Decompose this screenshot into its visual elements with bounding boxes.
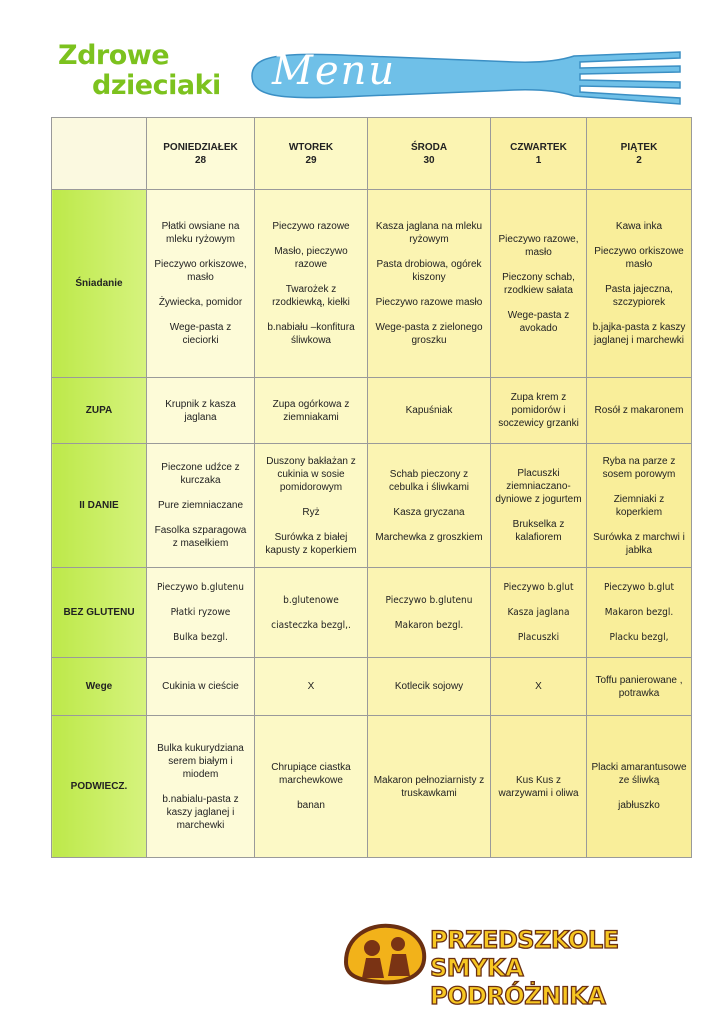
item-gap [591, 519, 687, 531]
menu-item: b.jajka-pasta z kaszy jaglanej i marchewki [592, 322, 686, 346]
menu-item: Ryba na parze z sosem porowym [602, 455, 676, 480]
menu-item: Surówka z marchwi i jabłka [593, 531, 685, 556]
day-header [491, 118, 587, 190]
day-header [255, 118, 368, 190]
meal-label: PODWIECZ. [52, 716, 147, 858]
day-name: ŚRODA [410, 141, 448, 153]
item-gap [591, 271, 687, 283]
przedszkole-smyka-logo [340, 922, 670, 1010]
menu-item: Pieczywo razowe [272, 221, 350, 232]
menu-item: Pieczone udźce z kurczaka [161, 462, 240, 486]
menu-item: Pieczywo b.glut [604, 582, 674, 593]
item-gap [495, 619, 582, 631]
menu-item: Surówka z białej kapusty z koperkiem [265, 531, 357, 556]
meal-cell [368, 378, 491, 444]
children-emblem-icon [340, 922, 430, 986]
item-gap [495, 506, 582, 518]
menu-item: Pasta drobiowa, ogórek kiszony [376, 259, 482, 283]
item-gap [591, 481, 687, 493]
item-gap [151, 284, 250, 296]
day-date: 30 [423, 154, 435, 166]
zdrowe-dzieciaki-logo [58, 40, 221, 102]
item-gap [372, 519, 486, 531]
meal-cell [255, 378, 368, 444]
meal-row [52, 378, 692, 444]
day-name: CZWARTEK [510, 141, 567, 153]
day-name: WTOREK [288, 141, 334, 153]
meal-cell [147, 444, 255, 568]
menu-item: Ziemniaki z koperkiem [613, 493, 665, 518]
day-header-row [52, 118, 692, 190]
item-gap [372, 309, 486, 321]
day-header [587, 118, 692, 190]
menu-item: Makaron bezgl. [604, 607, 674, 618]
menu-item: Płatki ryzowe [170, 607, 231, 618]
item-gap [591, 787, 687, 799]
item-gap [591, 233, 687, 245]
meal-cell [587, 658, 692, 716]
menu-item: Pieczony schab, rzodkiew sałata [502, 271, 575, 296]
meal-cell [491, 190, 587, 378]
day-date: 2 [636, 154, 642, 166]
item-gap [591, 594, 687, 606]
menu-item: Pieczywo b.glut [503, 582, 574, 593]
menu-item: Placuszki ziemniaczano-dyniowe z jogurtem [495, 468, 582, 505]
item-gap [259, 787, 363, 799]
item-gap [151, 781, 250, 793]
menu-item: b.nabiału –konfitura śliwkowa [267, 322, 355, 346]
meal-label: II DANIE [52, 444, 147, 568]
menu-item: Pieczywo orkiszowe, masło [154, 259, 247, 283]
meal-label: ZUPA [52, 378, 147, 444]
menu-item: Brukselka z kalafiorem [512, 519, 565, 543]
meal-cell [147, 658, 255, 716]
menu-item: Rosół z makaronem [594, 405, 684, 416]
item-gap [495, 259, 582, 271]
menu-item: b.nabialu-pasta z kaszy jaglanej i marchewki [162, 793, 239, 831]
meal-cell [255, 716, 368, 858]
day-header [147, 118, 255, 190]
meal-row [52, 658, 692, 716]
menu-item: Kawa inka [615, 221, 663, 232]
meal-label: Wege [52, 658, 147, 716]
menu-item: Pieczywo b.glutenu [157, 582, 244, 593]
meal-cell [147, 378, 255, 444]
day-name: PONIEDZIAŁEK [163, 141, 238, 153]
meal-cell [368, 190, 491, 378]
school-name-line-2: SMYKA PODRÓŻNIKA [430, 954, 606, 1010]
meal-cell [587, 378, 692, 444]
item-gap [151, 487, 250, 499]
menu-item: Kus Kus z warzywami i oliwa [498, 774, 579, 799]
meal-cell [147, 190, 255, 378]
item-gap [259, 519, 363, 531]
menu-title: Menu [272, 48, 397, 94]
meal-cell [255, 658, 368, 716]
meal-cell [255, 190, 368, 378]
menu-item: jabłuszko [618, 800, 660, 811]
meal-cell [255, 444, 368, 568]
menu-item: Pieczywo razowe, masło [498, 233, 579, 258]
menu-item: Kasza jaglana [507, 607, 570, 618]
meal-cell [587, 444, 692, 568]
item-gap [259, 271, 363, 283]
menu-item: ciasteczka bezgl,. [271, 619, 351, 631]
meal-cell [368, 568, 491, 658]
logo-line-2: dzieciaki [92, 70, 221, 101]
meal-cell [368, 444, 491, 568]
item-gap [151, 512, 250, 524]
menu-item: Płatki owsiane na mleku ryżowym [161, 221, 240, 245]
menu-item: Cukinia w cieście [162, 681, 239, 692]
weekly-menu-table [51, 117, 692, 858]
item-gap [151, 309, 250, 321]
logo-line-1: Zdrowe [58, 40, 170, 71]
menu-item: Kapuśniak [405, 405, 453, 416]
meal-label: BEZ GLUTENU [52, 568, 147, 658]
item-gap [151, 594, 250, 606]
item-gap [372, 246, 486, 258]
item-gap [151, 619, 250, 631]
menu-item: Krupnik z kasza jaglana [165, 398, 236, 423]
meal-cell [491, 444, 587, 568]
meal-cell [491, 378, 587, 444]
item-gap [151, 246, 250, 258]
meal-row [52, 716, 692, 858]
meal-cell [491, 568, 587, 658]
menu-item: Bulka kukurydziana serem białym i miodem [157, 742, 244, 780]
day-date: 28 [194, 154, 207, 166]
menu-item: Toffu panierowane , potrawka [595, 674, 683, 699]
menu-item: Pieczywo razowe masło [375, 297, 483, 308]
item-gap [495, 594, 582, 606]
menu-item: Pieczywo orkiszowe masło [594, 246, 684, 270]
item-gap [259, 309, 363, 321]
meal-cell [368, 658, 491, 716]
menu-item: Zupa ogórkowa z ziemniakami [272, 398, 350, 423]
day-name: PIĄTEK [620, 141, 658, 153]
meal-cell [587, 716, 692, 858]
meal-cell [255, 568, 368, 658]
meal-cell [147, 568, 255, 658]
menu-item: Twarożek z rzodkiewką, kiełki [272, 284, 350, 308]
item-gap [259, 233, 363, 245]
menu-item: Schab pieczony z cebulka i śliwkami [388, 468, 470, 493]
meal-row [52, 190, 692, 378]
menu-item: Placku bezgl, [609, 632, 669, 643]
meal-cell [587, 190, 692, 378]
meal-cell [368, 716, 491, 858]
item-gap [259, 607, 363, 619]
menu-item: Zupa krem z pomidorów i soczewicy grzanki [498, 392, 579, 429]
item-gap [591, 619, 687, 631]
menu-item: Wege-pasta z cieciorki [169, 322, 232, 346]
menu-item: X [535, 681, 542, 692]
menu-item: Fasolka szparagowa z masełkiem [154, 525, 247, 549]
item-gap [372, 607, 486, 619]
school-name-line-1: PRZEDSZKOLE [430, 926, 619, 954]
menu-item: Placki amarantusowe ze śliwką [591, 762, 687, 786]
menu-item: X [307, 681, 315, 692]
meal-cell [147, 716, 255, 858]
item-gap [372, 494, 486, 506]
menu-item: Wege-pasta z zielonego groszku [375, 322, 483, 346]
menu-item: Wege-pasta z avokado [507, 309, 570, 334]
menu-item: Makaron bezgl. [394, 619, 464, 631]
item-gap [591, 309, 687, 321]
menu-item: Pure ziemniaczane [157, 500, 244, 511]
corner-cell [52, 118, 147, 190]
item-gap [495, 297, 582, 309]
meal-cell [491, 658, 587, 716]
meal-cell [587, 568, 692, 658]
menu-item: Placuszki [517, 632, 560, 643]
day-date: 29 [305, 154, 317, 166]
menu-item: Kotlecik sojowy [394, 681, 464, 692]
menu-item: Bulka bezgl. [173, 632, 228, 643]
item-gap [372, 284, 486, 296]
menu-item: Ryż [302, 506, 320, 518]
menu-item: Makaron pełnoziarnisty z truskawkami [373, 774, 485, 799]
day-header [368, 118, 491, 190]
menu-item: Marchewka z groszkiem [375, 531, 483, 543]
menu-item: b.glutenowe [283, 594, 339, 606]
menu-item: Duszony bakłażan z cukinia w sosie pomidorowym [266, 455, 356, 493]
menu-item: Żywiecka, pomidor [158, 297, 243, 308]
menu-item: Masło, pieczywo razowe [274, 246, 348, 270]
menu-item: Kasza jaglana na mleku ryżowym [375, 221, 483, 245]
meal-cell [491, 716, 587, 858]
menu-item: banan [297, 800, 325, 811]
day-date: 1 [535, 154, 542, 166]
menu-item: Pieczywo b.glutenu [385, 594, 473, 606]
menu-item: Chrupiące ciastka marchewkowe [271, 762, 351, 786]
meal-row [52, 568, 692, 658]
meal-label: Śniadanie [52, 190, 147, 378]
item-gap [259, 494, 363, 506]
menu-item: Pasta jajeczna, szczypiorek [605, 284, 673, 308]
meal-row [52, 444, 692, 568]
menu-item: Kasza gryczana [393, 506, 465, 518]
